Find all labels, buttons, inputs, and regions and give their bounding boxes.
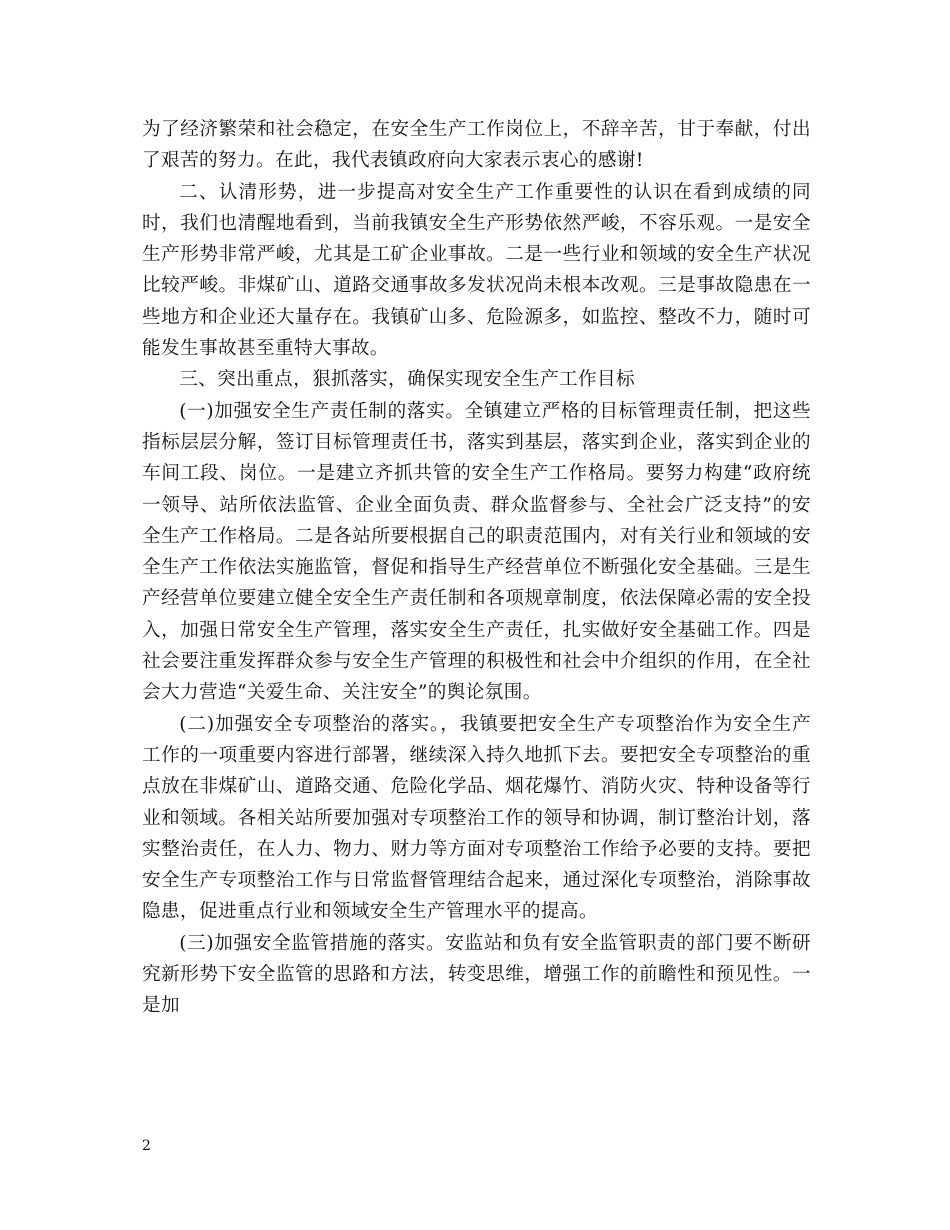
section-three-heading: 三、突出重点，狠抓落实，确保实现安全生产工作目标 [179, 369, 636, 391]
paragraph-continuation: 为了经济繁荣和社会稳定，在安全生产工作岗位上，不辞辛苦，甘于奉献，付出了艰苦的努力。在此，我代表镇政府向大家表示衷心的感谢! [142, 119, 811, 172]
document-body [142, 114, 811, 1022]
paragraph-item-two: (二)加强安全专项整治的落实。，我镇要把安全生产专项整治作为安全生产工作的一项重要内容进行部署，继续深入持久地抓下去。要把安全专项整治的重点放在非煤矿山、道路交通、危险化学品、烟花爆竹、消防火灾、特种设备等行业和领域。各相关站所要加强对专项整治工作的领导和协调，制订整治计划，落实整治责任，在人力、物力、财力等方面对专项整治工作给予必要的支持。要把安全生产专项整治工作与日常监督管理结合起来，通过深化专项整治，消除事故隐患，促进重点行业和领域安全生产管理水平的提高。 [142, 713, 811, 923]
page-number: 2 [142, 1138, 151, 1154]
paragraph-item-three: (三)加强安全监管措施的落实。安监站和负有安全监管职责的部门要不断研究新形势下安全监管的思路和方法，转变思维，增强工作的前瞻性和预见性。一是加 [142, 932, 811, 1017]
paragraph-section-two: 二、认清形势，进一步提高对安全生产工作重要性的认识在看到成绩的同时，我们也清醒地看到，当前我镇安全生产形势依然严峻，不容乐观。一是安全生产形势非常严峻，尤其是工矿企业事故。二是一些行业和领域的安全生产状况比较严峻。非煤矿山、道路交通事故多发状况尚未根本改观。三是事故隐患在一些地方和企业还大量存在。我镇矿山多、危险源多，如监控、整改不力，随时可能发生事故甚至重特大事故。 [142, 181, 811, 360]
paragraph-item-one: (一)加强安全生产责任制的落实。全镇建立严格的目标管理责任制，把这些指标层层分解，签订目标管理责任书，落实到基层，落实到企业，落实到企业的车间工段、岗位。一是建立齐抓共管的安全生产工作格局。要努力构建“政府统一领导、站所依法监管、企业全面负责、群众监督参与、全社会广泛支持”的安全生产工作格局。二是各站所要根据自己的职责范围内，对有关行业和领域的安全生产工作依法实施监管，督促和指导生产经营单位不断强化安全基础。三是生产经营单位要建立健全安全生产责任制和各项规章制度，依法保障必需的安全投入，加强日常安全生产管理，落实安全生产责任，扎实做好安全基础工作。四是社会要注重发挥群众参与安全生产管理的积极性和社会中介组织的作用，在全社会大力营造“关爱生命、关注安全”的舆论氛围。 [142, 400, 811, 704]
